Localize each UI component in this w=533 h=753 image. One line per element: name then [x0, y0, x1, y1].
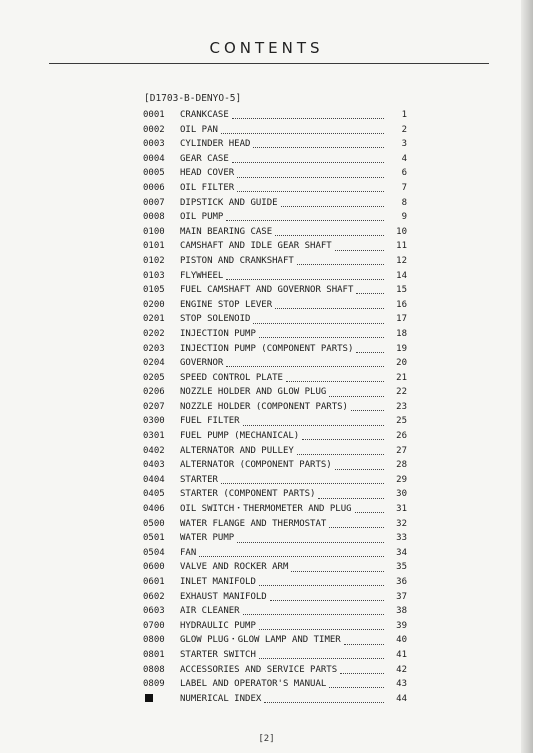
toc-section-code: 0206: [143, 387, 165, 398]
toc-section-code: 0002: [143, 124, 165, 135]
toc-entry[interactable]: [143, 663, 407, 678]
toc-page-number: 27: [396, 445, 407, 456]
toc-entry[interactable]: [143, 677, 407, 692]
table-of-contents: [143, 108, 407, 706]
toc-page-number: 6: [401, 168, 407, 179]
toc-entry[interactable]: [143, 356, 407, 371]
toc-section-title: MAIN BEARING CASE: [180, 226, 273, 237]
toc-page-number: 17: [396, 314, 407, 325]
dot-leader: [237, 533, 384, 543]
toc-page-number: 16: [396, 299, 407, 310]
toc-section-title: ENGINE STOP LEVER: [180, 299, 273, 310]
dot-leader: [253, 138, 384, 148]
toc-section-title: FUEL CAMSHAFT AND GOVERNOR SHAFT: [180, 285, 354, 296]
toc-section-title: WATER PUMP: [180, 533, 235, 544]
toc-page-number: 7: [401, 182, 407, 193]
toc-bullet: [143, 692, 180, 707]
dot-leader: [259, 328, 384, 338]
toc-page-number: 9: [401, 212, 407, 223]
toc-page-number: 22: [396, 387, 407, 398]
toc-section-code: 0501: [143, 533, 165, 544]
toc-page-number: 39: [396, 620, 407, 631]
dot-leader: [329, 518, 384, 528]
toc-section-code: 0204: [143, 358, 165, 369]
toc-section-title: NUMERICAL INDEX: [180, 693, 262, 704]
toc-section-code: 0404: [143, 474, 165, 485]
dot-leader: [237, 168, 384, 178]
toc-section-code: 0005: [143, 168, 165, 179]
toc-section-title: GOVERNOR: [180, 358, 224, 369]
toc-section-title: HYDRAULIC PUMP: [180, 620, 256, 631]
toc-entry[interactable]: [143, 152, 407, 167]
toc-section-code: 0809: [143, 679, 165, 690]
toc-entry[interactable]: [143, 312, 407, 327]
toc-entry[interactable]: [143, 400, 407, 415]
toc-page-number: 31: [396, 504, 407, 515]
toc-page-number: 23: [396, 401, 407, 412]
toc-entry[interactable]: [143, 283, 407, 298]
dot-leader: [232, 109, 384, 119]
toc-section-code: 0403: [143, 460, 165, 471]
toc-section-code: 0600: [143, 562, 165, 573]
toc-entry[interactable]: [143, 225, 407, 240]
toc-section-code: 0406: [143, 504, 165, 515]
dot-leader: [335, 241, 384, 251]
dot-leader: [243, 416, 384, 426]
toc-section-code: 0301: [143, 431, 165, 442]
toc-section-title: ACCESSORIES AND SERVICE PARTS: [180, 664, 338, 675]
toc-page-number: 30: [396, 489, 407, 500]
page-number-footer: [2]: [258, 734, 275, 744]
toc-section-code: 0200: [143, 299, 165, 310]
toc-section-title: GLOW PLUG・GLOW LAMP AND TIMER: [180, 635, 341, 646]
toc-section-title: NOZZLE HOLDER AND GLOW PLUG: [180, 387, 327, 398]
dot-leader: [297, 255, 384, 265]
toc-section-code: 0100: [143, 226, 165, 237]
toc-section-title: INJECTION PUMP (COMPONENT PARTS): [180, 343, 354, 354]
toc-section-title: STARTER SWITCH: [180, 649, 256, 660]
toc-entry[interactable]: [143, 254, 407, 269]
toc-section-title: SPEED CONTROL PLATE: [180, 372, 283, 383]
toc-entry[interactable]: [143, 619, 407, 634]
toc-entry[interactable]: [143, 546, 407, 561]
toc-page-number: 37: [396, 591, 407, 602]
toc-section-title: STOP SOLENOID: [180, 314, 251, 325]
toc-section-title: INJECTION PUMP: [180, 328, 256, 339]
toc-section-code: 0402: [143, 445, 165, 456]
toc-section-title: AIR CLEANER: [180, 606, 240, 617]
toc-page-number: 43: [396, 679, 407, 690]
toc-section-code: 0808: [143, 664, 165, 675]
toc-section-code: 0202: [143, 328, 165, 339]
toc-section-code: 0405: [143, 489, 165, 500]
toc-entry[interactable]: [143, 692, 407, 707]
dot-leader: [329, 387, 384, 397]
toc-section-title: OIL SWITCH・THERMOMETER AND PLUG: [180, 504, 352, 515]
toc-entry[interactable]: [143, 590, 407, 605]
toc-page-number: 35: [396, 562, 407, 573]
toc-page-number: 21: [396, 372, 407, 383]
dot-leader: [356, 343, 384, 353]
toc-section-code: 0203: [143, 343, 165, 354]
toc-entry[interactable]: [143, 123, 407, 138]
toc-page-number: 29: [396, 474, 407, 485]
toc-page-number: 32: [396, 518, 407, 529]
dot-leader: [355, 503, 384, 513]
dot-leader: [226, 357, 384, 367]
toc-section-title: FUEL PUMP (MECHANICAL): [180, 431, 300, 442]
toc-page-number: 1: [401, 110, 407, 120]
toc-section-code: 0602: [143, 591, 165, 602]
toc-entry[interactable]: [143, 327, 407, 342]
page-edge-shadow: [521, 0, 533, 753]
title-divider: [49, 63, 489, 64]
dot-leader: [232, 153, 384, 163]
toc-entry[interactable]: [143, 531, 407, 546]
toc-section-code: 0003: [143, 139, 165, 150]
toc-page-number: 26: [396, 431, 407, 442]
toc-page-number: 2: [401, 124, 407, 135]
model-code: [D1703-B-DENYO-5]: [144, 93, 242, 104]
toc-section-code: 0603: [143, 606, 165, 617]
toc-page-number: 25: [396, 416, 407, 427]
toc-entry[interactable]: [143, 502, 407, 517]
dot-leader: [356, 284, 384, 294]
toc-section-title: HEAD COVER: [180, 168, 235, 179]
toc-page-number: 34: [396, 547, 407, 558]
square-bullet-icon: [145, 694, 153, 702]
toc-entry[interactable]: [143, 517, 407, 532]
toc-section-code: 0007: [143, 197, 165, 208]
toc-section-code: 0201: [143, 314, 165, 325]
toc-section-code: 0207: [143, 401, 165, 412]
toc-section-code: 0700: [143, 620, 165, 631]
toc-section-title: STARTER (COMPONENT PARTS): [180, 489, 316, 500]
toc-page-number: 11: [396, 241, 407, 252]
toc-section-title: STARTER: [180, 474, 218, 485]
dot-leader: [226, 211, 384, 221]
dot-leader: [221, 474, 384, 484]
toc-page-number: 20: [396, 358, 407, 369]
toc-page-number: 15: [396, 285, 407, 296]
toc-section-title: OIL PAN: [180, 124, 218, 135]
toc-section-title: WATER FLANGE AND THERMOSTAT: [180, 518, 327, 529]
toc-entry[interactable]: [143, 342, 407, 357]
dot-leader: [259, 649, 384, 659]
toc-section-code: 0103: [143, 270, 165, 281]
toc-section-title: FAN: [180, 547, 197, 558]
toc-entry[interactable]: [143, 181, 407, 196]
toc-page-number: 3: [401, 139, 407, 150]
toc-page-number: 19: [396, 343, 407, 354]
toc-entry[interactable]: [143, 487, 407, 502]
dot-leader: [286, 372, 384, 382]
toc-page-number: 36: [396, 577, 407, 587]
toc-section-code: 0102: [143, 255, 165, 266]
toc-entry[interactable]: [143, 137, 407, 152]
toc-section-title: FUEL FILTER: [180, 416, 240, 427]
dot-leader: [270, 591, 384, 601]
toc-page-number: 41: [396, 649, 407, 660]
toc-section-title: DIPSTICK AND GUIDE: [180, 197, 278, 208]
toc-section-code: 0601: [143, 577, 165, 587]
toc-entry[interactable]: [143, 414, 407, 429]
dot-leader: [291, 562, 384, 572]
toc-section-code: 0205: [143, 372, 165, 383]
dot-leader: [281, 197, 384, 207]
toc-section-code: 0001: [143, 110, 165, 120]
toc-entry[interactable]: [143, 429, 407, 444]
toc-section-title: OIL PUMP: [180, 212, 224, 223]
dot-leader: [243, 605, 384, 615]
toc-entry[interactable]: [143, 604, 407, 619]
toc-section-code: 0105: [143, 285, 165, 296]
toc-page-number: 42: [396, 664, 407, 675]
dot-leader: [335, 460, 384, 470]
dot-leader: [253, 314, 384, 324]
toc-section-title: FLYWHEEL: [180, 270, 224, 281]
toc-entry[interactable]: [143, 166, 407, 181]
toc-entry[interactable]: [143, 371, 407, 386]
toc-entry[interactable]: [143, 210, 407, 225]
toc-section-title: CRANKCASE: [180, 110, 229, 120]
toc-page-number: 4: [401, 153, 407, 164]
toc-entry[interactable]: [143, 648, 407, 663]
dot-leader: [275, 299, 384, 309]
toc-page-number: 38: [396, 606, 407, 617]
dot-leader: [226, 270, 384, 280]
toc-page-number: 33: [396, 533, 407, 544]
toc-section-title: CYLINDER HEAD: [180, 139, 251, 150]
toc-section-code: 0500: [143, 518, 165, 529]
toc-entry[interactable]: [143, 269, 407, 284]
toc-entry[interactable]: [143, 458, 407, 473]
toc-page-number: 44: [396, 693, 407, 704]
toc-section-title: ALTERNATOR AND PULLEY: [180, 445, 294, 456]
page-title: CONTENTS: [209, 39, 324, 57]
dot-leader: [221, 124, 384, 134]
dot-leader: [329, 678, 384, 688]
toc-page-number: 10: [396, 226, 407, 237]
toc-entry[interactable]: [143, 473, 407, 488]
dot-leader: [259, 576, 384, 586]
dot-leader: [340, 664, 384, 674]
dot-leader: [237, 182, 384, 192]
toc-section-title: NOZZLE HOLDER (COMPONENT PARTS): [180, 401, 348, 412]
toc-section-code: 0004: [143, 153, 165, 164]
toc-page-number: 14: [396, 270, 407, 281]
toc-entry[interactable]: [143, 196, 407, 211]
dot-leader: [351, 401, 384, 411]
toc-section-code: 0504: [143, 547, 165, 558]
toc-entry[interactable]: [143, 385, 407, 400]
dot-leader: [275, 226, 384, 236]
toc-entry[interactable]: [143, 108, 407, 123]
toc-page-number: 40: [396, 635, 407, 646]
toc-section-code: 0801: [143, 649, 165, 660]
toc-section-title: GEAR CASE: [180, 153, 229, 164]
toc-entry[interactable]: [143, 575, 407, 590]
dot-leader: [302, 430, 384, 440]
toc-section-title: ALTERNATOR (COMPONENT PARTS): [180, 460, 332, 471]
toc-page-number: 18: [396, 328, 407, 339]
toc-page-number: 28: [396, 460, 407, 471]
dot-leader: [259, 620, 384, 630]
dot-leader: [199, 547, 384, 557]
dot-leader: [297, 445, 384, 455]
toc-section-code: 0101: [143, 241, 165, 252]
dot-leader: [318, 489, 384, 499]
toc-entry[interactable]: [143, 560, 407, 575]
toc-page-number: 8: [401, 197, 407, 208]
toc-entry[interactable]: [143, 633, 407, 648]
toc-section-title: CAMSHAFT AND IDLE GEAR SHAFT: [180, 241, 332, 252]
toc-section-code: 0008: [143, 212, 165, 223]
toc-section-title: VALVE AND ROCKER ARM: [180, 562, 289, 573]
toc-section-code: 0800: [143, 635, 165, 646]
toc-section-title: PISTON AND CRANKSHAFT: [180, 255, 294, 266]
toc-section-code: 0300: [143, 416, 165, 427]
toc-entry[interactable]: [143, 298, 407, 313]
toc-section-title: LABEL AND OPERATOR'S MANUAL: [180, 679, 327, 690]
toc-section-title: EXHAUST MANIFOLD: [180, 591, 267, 602]
dot-leader: [264, 693, 384, 703]
toc-entry[interactable]: [143, 239, 407, 254]
toc-entry[interactable]: [143, 444, 407, 459]
toc-section-title: INLET MANIFOLD: [180, 577, 256, 587]
dot-leader: [344, 635, 384, 645]
toc-page-number: 12: [396, 255, 407, 266]
toc-section-code: 0006: [143, 182, 165, 193]
toc-section-title: OIL FILTER: [180, 182, 235, 193]
